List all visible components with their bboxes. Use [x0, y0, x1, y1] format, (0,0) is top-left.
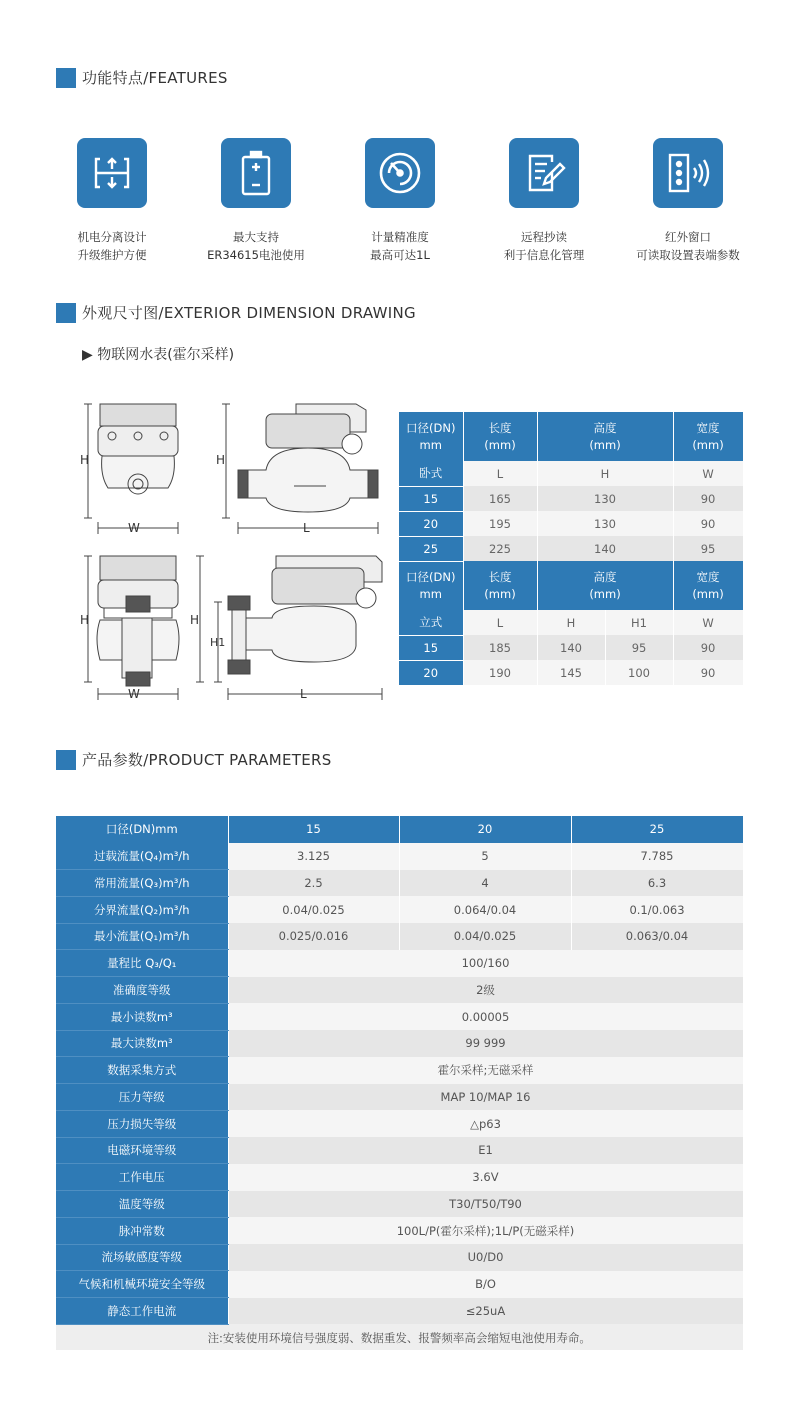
table-row: 压力损失等级 △p63 [56, 1110, 743, 1137]
table-row: 量程比 Q₃/Q₁ 100/160 [56, 950, 743, 977]
table-row: 最大读数m³ 99 999 [56, 1030, 743, 1057]
table-row: 分界流量(Q₂)m³/h 0.04/0.025 0.064/0.04 0.1/0.063 [56, 896, 743, 923]
table-row: 卧式 L H W [399, 461, 743, 486]
feature-item: 机电分离设计 升级维护方便 [40, 138, 184, 264]
label-H: H [216, 453, 226, 467]
meter-side-drawing [222, 404, 378, 534]
table-row: 数据采集方式 霍尔采样;无磁采样 [56, 1057, 743, 1084]
table-row: 流场敏感度等级 U0/D0 [56, 1244, 743, 1271]
table-note-row: 注:安装使用环境信号强度弱、数据重发、报警频率高会缩短电池使用寿命。 [56, 1324, 743, 1350]
label-W: W [128, 521, 140, 535]
table-row: 最小读数m³ 0.00005 [56, 1003, 743, 1030]
feature-item: 计量精准度 最高可达1L [328, 138, 472, 264]
label-H: H [80, 613, 90, 627]
heading-marker [56, 750, 76, 770]
features-row [40, 138, 760, 264]
heading-marker [56, 68, 76, 88]
product-heading: 产品参数/PRODUCT PARAMETERS [56, 749, 332, 770]
exterior-heading: 外观尺寸图/EXTERIOR DIMENSION DRAWING [56, 302, 416, 323]
table-row: 温度等级 T30/T50/T90 [56, 1191, 743, 1218]
vertical-meter-front-drawing [84, 556, 179, 700]
gauge-icon [365, 138, 435, 208]
dimension-drawings [60, 392, 390, 712]
label-L: L [300, 687, 307, 701]
table-header: 口径(DN)mm 15 20 25 [56, 816, 743, 843]
table-row: 静态工作电流 ≤25uA [56, 1298, 743, 1325]
feature-item: 最大支持 ER34615电池使用 [184, 138, 328, 264]
table-row: 20 195 130 90 [399, 511, 743, 536]
table-row: 立式 L H H1 W [399, 610, 743, 635]
vertical-meter-side-drawing [196, 556, 382, 700]
table-row: 气候和机械环境安全等级 B/O [56, 1271, 743, 1298]
table-row: 15 165 130 90 [399, 486, 743, 511]
table-row: 电磁环境等级 E1 [56, 1137, 743, 1164]
label-H: H [190, 613, 200, 627]
label-L: L [303, 521, 310, 535]
infrared-window-icon [653, 138, 723, 208]
features-heading: 功能特点/FEATURES [56, 67, 228, 88]
table-row: 25 225 140 95 [399, 536, 743, 561]
feature-item: 远程抄读 利于信息化管理 [472, 138, 616, 264]
heading-marker [56, 303, 76, 323]
table-row: 20 190 145 100 90 [399, 660, 743, 685]
table-row: 过载流量(Q₄)m³/h 3.125 5 7.785 [56, 843, 743, 870]
table-header: 口径(DN) mm 长度 (mm) 高度 (mm) 宽度 (mm) [399, 561, 743, 610]
label-W: W [128, 687, 140, 701]
swap-arrows-icon [77, 138, 147, 208]
table-row: 工作电压 3.6V [56, 1164, 743, 1191]
label-H1: H1 [210, 636, 226, 649]
table-row: 常用流量(Q₃)m³/h 2.5 4 6.3 [56, 870, 743, 897]
table-header: 口径(DN) mm 长度 (mm) 高度 (mm) 宽度 (mm) [399, 412, 743, 461]
battery-icon [221, 138, 291, 208]
table-row: 准确度等级 2级 [56, 977, 743, 1004]
feature-item: 红外窗口 可读取设置表端参数 [616, 138, 760, 264]
dimension-table [399, 412, 744, 686]
params-table [56, 816, 744, 1350]
table-row: 压力等级 MAP 10/MAP 16 [56, 1084, 743, 1111]
remote-reading-icon [509, 138, 579, 208]
table-row: 脉冲常数 100L/P(霍尔采样);1L/P(无磁采样) [56, 1217, 743, 1244]
label-H: H [80, 453, 90, 467]
table-row: 15 185 140 95 90 [399, 635, 743, 660]
table-row: 最小流量(Q₁)m³/h 0.025/0.016 0.04/0.025 0.063/0.04 [56, 923, 743, 950]
meter-front-drawing [84, 404, 178, 534]
sub-heading: ▶ 物联网水表(霍尔采样) [82, 347, 235, 363]
